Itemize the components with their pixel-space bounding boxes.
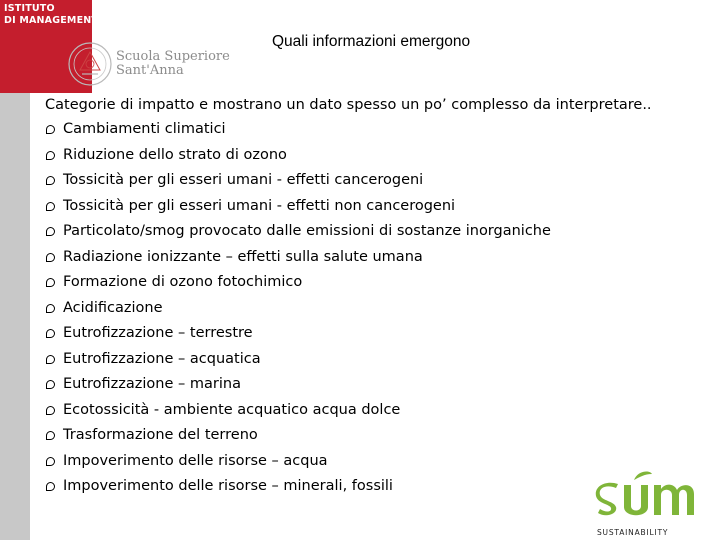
school-name-line-1: Scuola Superiore <box>116 49 230 64</box>
list-item <box>45 143 671 169</box>
list-item <box>45 372 671 398</box>
list-item <box>45 296 671 322</box>
list-item <box>45 168 671 194</box>
slide-content <box>45 96 671 500</box>
list-item <box>45 347 671 373</box>
list-item-label: Trasformazione del terreno <box>63 427 258 443</box>
list-item-label: Ecotossicità - ambiente acquatico acqua dolce <box>63 401 401 418</box>
checkbox-bullet-icon <box>46 125 55 134</box>
list-item <box>45 194 671 220</box>
checkbox-bullet-icon <box>46 304 55 313</box>
list-item <box>45 423 671 449</box>
checkbox-bullet-icon <box>46 355 55 364</box>
institute-logo-text <box>4 3 98 27</box>
list-item-label: Tossicità per gli esseri umani - effetti cancerogeni <box>63 172 424 188</box>
list-item-label: Impoverimento delle risorse – acqua <box>63 452 328 469</box>
checkbox-bullet-icon <box>46 151 55 160</box>
institute-line-1: ISTITUTO <box>4 3 55 14</box>
list-item-label: Riduzione dello strato di ozono <box>63 146 287 163</box>
list-item-label: Cambiamenti climatici <box>63 121 226 137</box>
checkbox-bullet-icon <box>46 329 55 338</box>
list-item <box>45 474 671 500</box>
checkbox-bullet-icon <box>46 457 55 466</box>
list-item-label: Tossicità per gli esseri umani - effetti non cancerogeni <box>63 197 456 214</box>
list-item-label: Eutrofizzazione – acquatica <box>63 350 261 367</box>
checkbox-bullet-icon <box>46 482 55 491</box>
checkbox-bullet-icon <box>46 278 55 287</box>
institute-line-2: DI MANAGEMENT <box>4 15 99 26</box>
school-name-line-2: Sant'Anna <box>116 63 184 78</box>
school-name <box>116 50 230 78</box>
checkbox-bullet-icon <box>46 227 55 236</box>
list-item <box>45 398 671 424</box>
list-item-label: Impoverimento delle risorse – minerali, fossili <box>63 478 393 494</box>
list-item <box>45 117 671 143</box>
list-item <box>45 449 671 475</box>
checkbox-bullet-icon <box>46 380 55 389</box>
checkbox-bullet-icon <box>46 176 55 185</box>
list-item-label: Particolato/smog provocato dalle emissioni di sostanze inorganiche <box>63 223 551 239</box>
checkbox-bullet-icon <box>46 202 55 211</box>
impact-category-list <box>45 117 671 500</box>
list-item-label: Acidificazione <box>63 299 163 316</box>
logo-subtitle: SUSTAINABILITY <box>597 528 669 537</box>
slide-title: Quali informazioni emergono <box>272 33 471 50</box>
checkbox-bullet-icon <box>46 406 55 415</box>
list-item-label: Eutrofizzazione – marina <box>63 376 241 392</box>
list-item <box>45 245 671 271</box>
list-item-label: Eutrofizzazione – terrestre <box>63 325 253 341</box>
list-item-label: Formazione di ozono fotochimico <box>63 274 303 290</box>
school-seal-icon <box>66 40 116 88</box>
checkbox-bullet-icon <box>46 253 55 262</box>
list-item-label: Radiazione ionizzante – effetti sulla salute umana <box>63 248 423 265</box>
list-item <box>45 219 671 245</box>
left-sidebar-bar <box>0 93 30 540</box>
checkbox-bullet-icon <box>46 431 55 440</box>
list-item <box>45 270 671 296</box>
intro-text: Categorie di impatto e mostrano un dato spesso un po’ complesso da interpretare.. <box>45 97 652 113</box>
list-item <box>45 321 671 347</box>
